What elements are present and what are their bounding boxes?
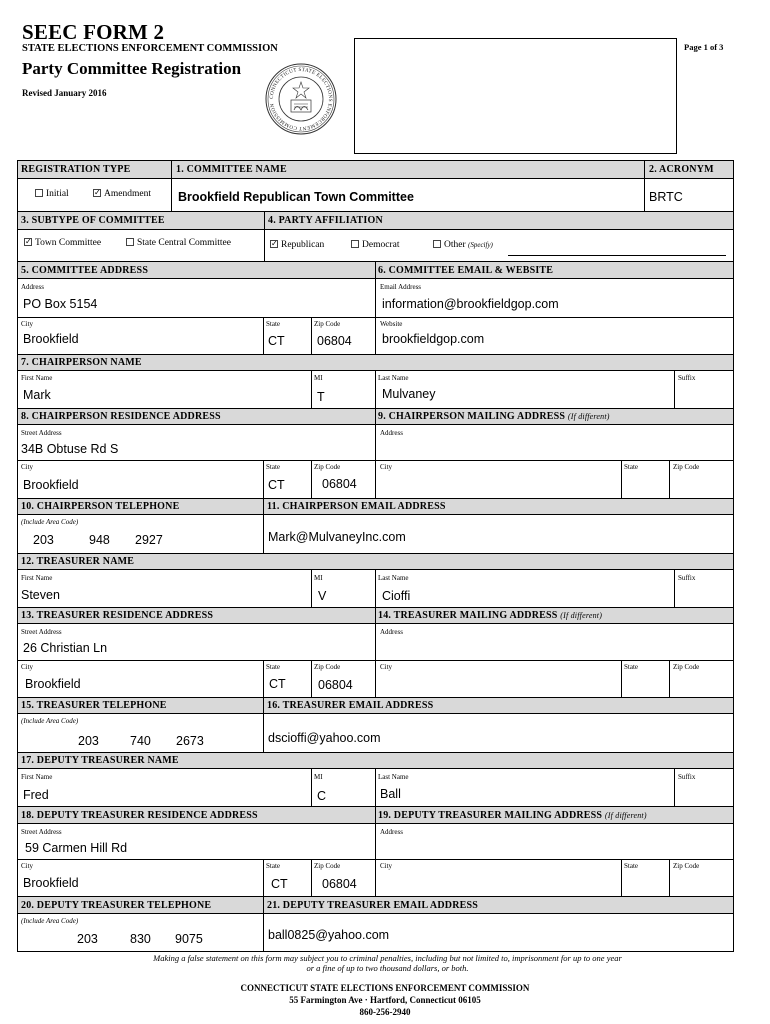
chair-phone-area[interactable]: 203 — [33, 533, 54, 547]
page-number: Page 1 of 3 — [684, 42, 724, 52]
deputy-email-header: 21. DEPUTY TREASURER EMAIL ADDRESS — [267, 900, 479, 911]
seal-text: CONNECTICUT STATE ELECTIONS ENFORCEMENT COMMISSION — [268, 66, 334, 132]
state-central-checkbox[interactable]: State Central Committee — [126, 238, 231, 248]
treasurer-mailing-header: 14. TREASURER MAILING ADDRESS (If different) — [378, 610, 603, 621]
amendment-checkbox[interactable]: ✓ Amendment — [94, 187, 151, 199]
treasurer-zip-field[interactable]: 06804 — [318, 678, 353, 692]
treasurer-city-field[interactable]: Brookfield — [25, 677, 81, 691]
deputy-mailing-header: 19. DEPUTY TREASURER MAILING ADDRESS (If different) — [378, 810, 647, 821]
other-checkbox[interactable]: Other (Specify) — [433, 240, 493, 250]
form-name: Party Committee Registration — [22, 59, 242, 78]
republican-checkbox[interactable]: ✓ Republican — [271, 238, 325, 250]
deputy-first-name-field[interactable]: Fred — [23, 788, 49, 802]
treasurer-phone-area[interactable]: 203 — [78, 734, 99, 748]
committee-address-field[interactable]: PO Box 5154 — [23, 297, 98, 311]
chair-state-field[interactable]: CT — [268, 478, 285, 492]
agency-name: STATE ELECTIONS ENFORCEMENT COMMISSION — [22, 43, 278, 54]
deputy-zip-field[interactable]: 06804 — [322, 877, 357, 891]
committee-website-field[interactable]: brookfieldgop.com — [382, 332, 485, 346]
initial-checkbox[interactable]: Initial — [35, 189, 69, 199]
deputy-street-field[interactable]: 59 Carmen Hill Rd — [25, 841, 128, 855]
footer-org: CONNECTICUT STATE ELECTIONS ENFORCEMENT COMMISSION — [240, 983, 530, 993]
deputy-state-field[interactable]: CT — [271, 877, 288, 891]
office-use-box — [354, 38, 677, 154]
chairperson-name-header: 7. CHAIRPERSON NAME — [21, 357, 142, 368]
committee-address-header: 5. COMMITTEE ADDRESS — [21, 265, 149, 276]
acronym-header: 2. ACRONYM — [649, 164, 714, 175]
chairperson-first-name-field[interactable]: Mark — [23, 388, 51, 402]
chair-zip-field[interactable]: 06804 — [322, 477, 357, 491]
treasurer-telephone-header: 15. TREASURER TELEPHONE — [21, 700, 167, 711]
party-affiliation-header: 4. PARTY AFFILIATION — [268, 215, 383, 226]
registration-type-header: REGISTRATION TYPE — [21, 164, 131, 175]
form-title: SEEC FORM 2 — [22, 20, 165, 44]
committee-name-field[interactable]: Brookfield Republican Town Committee — [178, 190, 414, 204]
deputy-residence-header: 18. DEPUTY TREASURER RESIDENCE ADDRESS — [21, 810, 258, 821]
committee-name-header: 1. COMMITTEE NAME — [176, 164, 287, 175]
false-statement-disclaimer: Making a false statement on this form may subject you to criminal penalties, including but not limited to, imprisonment for up to one year or a fine of up to two thousand dollars, or both. — [153, 953, 622, 973]
committee-city-field[interactable]: Brookfield — [23, 332, 79, 346]
deputy-phone-area[interactable]: 203 — [77, 932, 98, 946]
deputy-email-field[interactable]: ball0825@yahoo.com — [268, 928, 390, 942]
deputy-name-header: 17. DEPUTY TREASURER NAME — [21, 755, 179, 766]
other-specify-line[interactable] — [508, 255, 726, 256]
treasurer-phone-prefix[interactable]: 740 — [130, 734, 151, 748]
chair-email-header: 11. CHAIRPERSON EMAIL ADDRESS — [267, 501, 446, 512]
footer-phone: 860-256-2940 — [359, 1007, 411, 1017]
chair-mailing-header: 9. CHAIRPERSON MAILING ADDRESS (If different) — [378, 411, 610, 422]
committee-email-field[interactable]: information@brookfieldgop.com — [382, 297, 559, 311]
treasurer-email-field[interactable]: dscioffi@yahoo.com — [268, 731, 381, 745]
chairperson-last-name-field[interactable]: Mulvaney — [382, 387, 436, 401]
treasurer-name-header: 12. TREASURER NAME — [21, 556, 135, 567]
treasurer-first-name-field[interactable]: Steven — [21, 588, 60, 602]
treasurer-email-header: 16. TREASURER EMAIL ADDRESS — [267, 700, 434, 711]
chair-phone-prefix[interactable]: 948 — [89, 533, 110, 547]
chair-city-field[interactable]: Brookfield — [23, 478, 79, 492]
chair-street-field[interactable]: 34B Obtuse Rd S — [21, 442, 119, 456]
acronym-field[interactable]: BRTC — [649, 190, 683, 204]
chair-phone-line[interactable]: 2927 — [135, 533, 163, 547]
chair-telephone-header: 10. CHAIRPERSON TELEPHONE — [21, 501, 180, 512]
treasurer-mi-field[interactable]: V — [318, 589, 327, 603]
chair-email-field[interactable]: Mark@MulvaneyInc.com — [268, 530, 406, 544]
deputy-phone-line[interactable]: 9075 — [175, 932, 203, 946]
deputy-mi-field[interactable]: C — [317, 789, 327, 803]
chair-residence-header: 8. CHAIRPERSON RESIDENCE ADDRESS — [21, 411, 221, 422]
committee-email-header: 6. COMMITTEE EMAIL & WEBSITE — [378, 265, 554, 276]
town-committee-checkbox[interactable]: ✓ Town Committee — [25, 236, 102, 248]
committee-state-field[interactable]: CT — [268, 334, 285, 348]
treasurer-state-field[interactable]: CT — [269, 677, 286, 691]
deputy-city-field[interactable]: Brookfield — [23, 876, 79, 890]
revised-date: Revised January 2016 — [22, 88, 107, 98]
deputy-phone-prefix[interactable]: 830 — [130, 932, 151, 946]
committee-zip-field[interactable]: 06804 — [317, 334, 352, 348]
footer-address: 55 Farmington Ave · Hartford, Connecticut 06105 — [289, 995, 481, 1005]
svg-text:CONNECTICUT STATE ELECTIONS EN — [269, 67, 333, 131]
treasurer-phone-line[interactable]: 2673 — [176, 734, 204, 748]
democrat-checkbox[interactable]: Democrat — [351, 240, 399, 250]
treasurer-last-name-field[interactable]: Cioffi — [382, 589, 411, 603]
deputy-telephone-header: 20. DEPUTY TREASURER TELEPHONE — [21, 900, 212, 911]
deputy-last-name-field[interactable]: Ball — [380, 787, 401, 801]
state-seal-icon — [264, 62, 338, 136]
treasurer-street-field[interactable]: 26 Christian Ln — [23, 641, 108, 655]
treasurer-residence-header: 13. TREASURER RESIDENCE ADDRESS — [21, 610, 214, 621]
subtype-header: 3. SUBTYPE OF COMMITTEE — [21, 215, 165, 226]
chairperson-mi-field[interactable]: T — [317, 390, 325, 404]
